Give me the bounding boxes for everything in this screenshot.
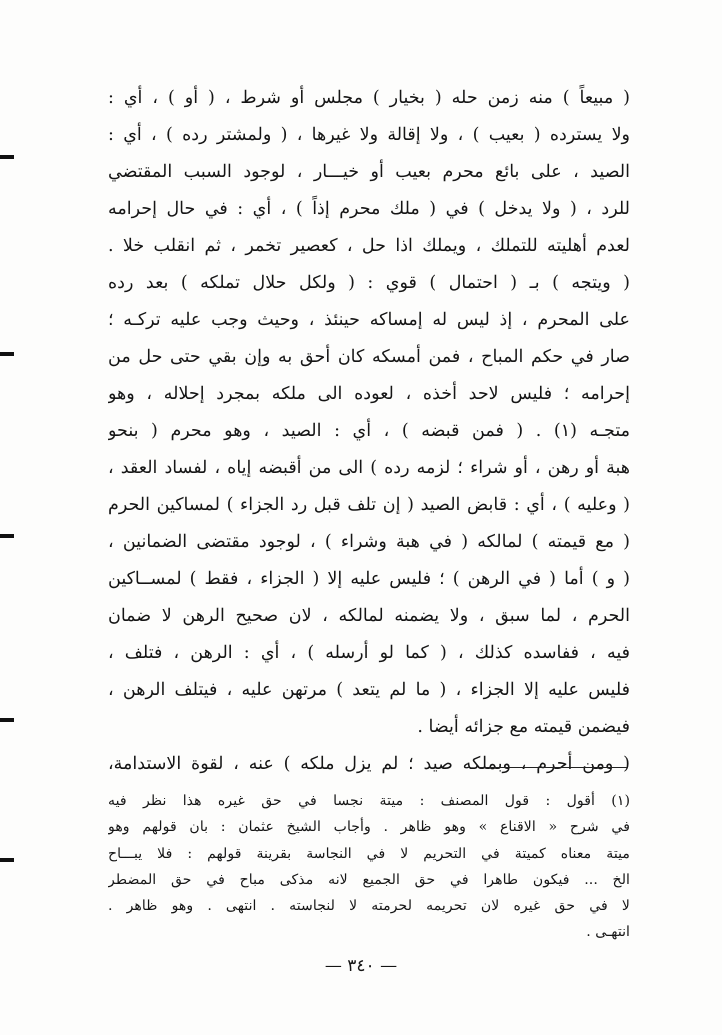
main-text-line: الصيد ، على بائع محرم بعيب أو خيـــار ، لوجود السبب المقتضي <box>108 162 630 182</box>
footnote-line: (١) أقول : قول المصنف : ميتة نجسا في حق غيره هذا نظر فيه <box>108 793 630 809</box>
main-text-line: ( ومن أحرم ، وبملكه صيد ؛ لم يزل ملكه ) عنه ، لقوة الاستدامة، <box>108 754 630 774</box>
binding-edge-mark <box>0 858 14 862</box>
main-text-line: ( و ) أما ( في الرهن ) ؛ فليس عليه إلا ( الجزاء ، فقط ) لمســاكين <box>108 569 630 589</box>
main-text-line: على المحرم ، إذ ليس له إمساكه حينئذ ، وحيث وجب عليه تركـه ؛ <box>108 310 630 330</box>
main-text-line: ( ويتجه ) بـ ( احتمال ) قوي : ( ولكل حلال تملكه ) بعد رده <box>108 273 630 293</box>
main-text-block <box>108 80 630 783</box>
main-text-line: ( مع قيمته ) لمالكه ( في هبة وشراء ) ، لوجود مقتضى الضمانين ، <box>108 532 630 552</box>
main-text-line: هبة أو رهن ، أو شراء ؛ لزمه رده ) الى من أقبضه إياه ، لفساد العقد ، <box>108 458 630 478</box>
main-text-line: فليس عليه إلا الجزاء ، ( ما لم يتعد ) مرتهن عليه ، فيتلف الرهن ، <box>108 680 630 700</box>
footnote-line: في شرح « الاقناع » وهو ظاهر . وأجاب الشيخ عثمان : بان قولهم وهو <box>108 819 630 836</box>
page-number: — ٣٤٠ — <box>324 956 398 976</box>
footnote-line: ميتة معناه كميتة في التحريم لا في النجاسة بقرينة قولهم : فلا يبـــاح <box>108 845 630 862</box>
footnote-line: انتهـى . <box>586 924 630 941</box>
main-text-line: متجـه (١) . ( فمن قبضه ) ، أي : الصيد ، وهو محرم ( بنحو <box>108 421 630 441</box>
binding-edge-mark <box>0 718 14 722</box>
main-text-line: ولا يسترده ( بعيب ) ، ولا إقالة ولا غيرها ، ( ولمشتر رده ) ، أي : <box>108 125 630 145</box>
main-text-line: ( وعليه ) ، أي : قابض الصيد ( إن تلف قبل رد الجزاء ) لمساكين الحرم <box>108 495 630 515</box>
footnote-separator <box>478 767 628 768</box>
main-text-line: لعدم أهليته للتملك ، ويملك اذا حل ، كعصير تخمر ، ثم انقلب خلا . <box>108 236 630 256</box>
footnote-line: لا في حق غيره لان تحريمه لحرمته لا لنجاسته . انتهى . وهو ظاهر . <box>108 898 630 915</box>
main-text-line: فيه ، ففاسده كذلك ، ( كما لو أرسله ) ، أي : الرهن ، فتلف ، <box>108 643 630 663</box>
main-text-line: الحرم ، لما سبق ، ولا يضمنه لمالكه ، لان صحيح الرهن لا ضمان <box>108 606 630 626</box>
main-text-line: إحرامه ؛ فليس لاحد أخذه ، لعوده الى ملكه بمجرد إحلاله ، وهو <box>108 384 630 404</box>
binding-edge-mark <box>0 352 14 356</box>
binding-edge-mark <box>0 534 14 538</box>
main-text-line: ( مبيعاً ) منه زمن حله ( بخيار ) مجلس أو شرط ، ( أو ) ، أي : <box>108 88 630 108</box>
footnotes-block <box>108 788 630 946</box>
main-text-line: فيضمن قيمته مع جزائه أيضا . <box>417 717 630 737</box>
binding-edge-mark <box>0 155 14 159</box>
main-text-line: للرد ، ( ولا يدخل ) في ( ملك محرم إذاً ) ، أي : في حال إحرامه <box>108 199 630 219</box>
footnote-line: الخ ... فيكون طاهرا في حق الجميع لانه مذكى مباح في حق المضطر <box>108 871 630 888</box>
main-text-line: صار في حكم المباح ، فمن أمسكه كان أحق به وإن بقي حتى حل من <box>108 347 630 367</box>
